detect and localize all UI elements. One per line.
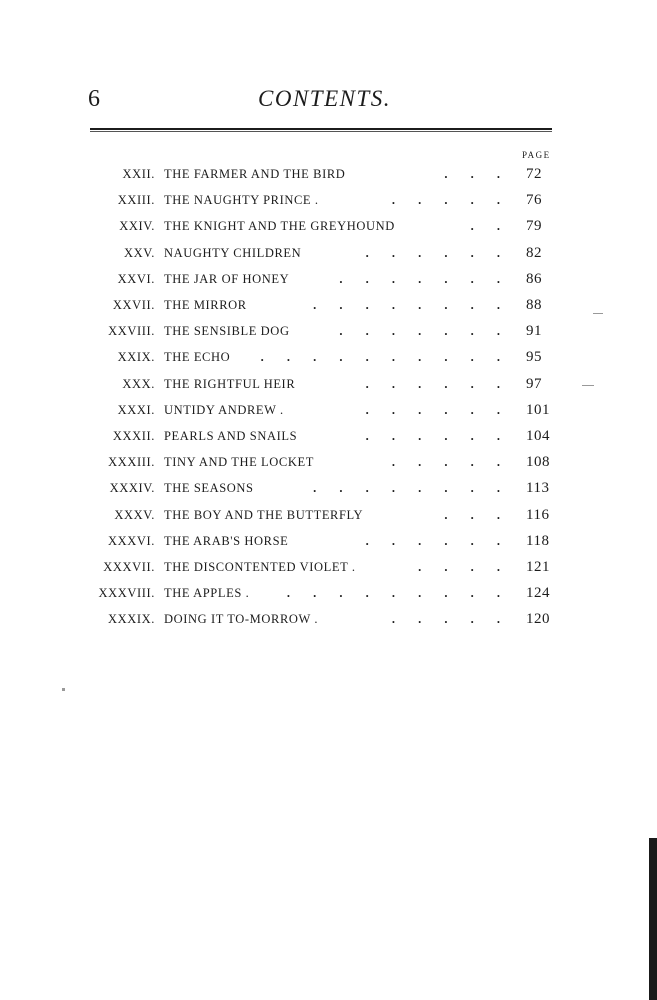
toc-entry-leader-dots: . . . xyxy=(444,167,500,181)
toc-entry-leader-dots: . . . . . . xyxy=(365,429,500,443)
toc-entry xyxy=(0,476,657,500)
toc-entry-number: XXXII. xyxy=(112,429,155,443)
toc-entry-page: 108 xyxy=(526,454,550,471)
scan-speck xyxy=(582,385,594,386)
toc-entry-title: THE MIRROR xyxy=(164,298,247,312)
toc-entry xyxy=(0,267,657,291)
toc-entry-title: THE KNIGHT AND THE GREYHOUND xyxy=(164,219,395,234)
toc-entry-leader-dots: . . xyxy=(470,219,500,234)
toc-entry-title: THE JAR OF HONEY xyxy=(164,271,290,286)
toc-entry xyxy=(0,607,657,631)
toc-entry-title: PEARLS AND SNAILS xyxy=(164,429,298,443)
running-head: CONTENTS. xyxy=(258,86,392,111)
toc-entry xyxy=(0,372,657,396)
toc-entry-page: 121 xyxy=(526,559,550,575)
toc-entry-leader-dots: . . . . . . . xyxy=(339,324,500,339)
toc-entry-title: THE SENSIBLE DOG xyxy=(164,324,290,339)
toc-entry-page: 88 xyxy=(526,297,542,313)
toc-entry-page: 124 xyxy=(526,585,550,602)
toc-entry-number: XXXIV. xyxy=(109,481,155,496)
toc-entry-number: XXII. xyxy=(122,167,155,181)
toc-entry-number: XXXIX. xyxy=(108,612,155,627)
toc-entry-page: 95 xyxy=(526,349,542,366)
toc-entry-page: 120 xyxy=(526,611,550,628)
toc-entry-title: THE NAUGHTY PRINCE . xyxy=(164,193,319,208)
toc-entry xyxy=(0,424,657,448)
toc-entry xyxy=(0,503,657,527)
toc-entry-number: XXXV. xyxy=(114,507,155,522)
toc-entry-leader-dots: . . . . . . xyxy=(365,245,500,260)
toc-entry-title: UNTIDY ANDREW . xyxy=(164,402,284,417)
toc-entry xyxy=(0,555,657,579)
toc-entry-page: 116 xyxy=(526,506,550,523)
toc-entry xyxy=(0,162,657,186)
toc-entry-page: 97 xyxy=(526,375,542,392)
toc-entry-page: 104 xyxy=(526,428,550,444)
toc-entry-leader-dots: . . . . . xyxy=(391,193,500,208)
scan-speck xyxy=(593,313,603,314)
toc-entry-title: THE SEASONS xyxy=(164,481,254,496)
toc-entry-leader-dots: . . . . . . . . . . xyxy=(260,350,500,365)
toc-entry-page: 72 xyxy=(526,166,542,182)
toc-entry-leader-dots: . . . . xyxy=(418,560,500,574)
toc-entry xyxy=(0,398,657,422)
page-column-heading: PAGE xyxy=(522,150,551,160)
toc-entry xyxy=(0,319,657,343)
toc-entry-page: 101 xyxy=(526,401,550,418)
toc-entry xyxy=(0,241,657,265)
toc-entry-leader-dots: . . . . . xyxy=(391,455,500,470)
toc-entry-leader-dots: . . . . . . xyxy=(365,533,500,548)
toc-entry-leader-dots: . . . . . . . . xyxy=(313,298,500,312)
toc-entry xyxy=(0,345,657,369)
toc-entry-number: XXXVIII. xyxy=(98,586,155,601)
toc-entry-title: NAUGHTY CHILDREN xyxy=(164,245,302,260)
toc-entry-number: XXV. xyxy=(124,245,155,260)
toc-entry-title: THE ARAB'S HORSE xyxy=(164,533,289,548)
toc-entry-page: 113 xyxy=(526,480,550,497)
toc-entry-leader-dots: . . . . . . xyxy=(365,376,500,391)
toc-entry-number: XXVII. xyxy=(112,298,155,312)
toc-entry-leader-dots: . . . . . . xyxy=(365,402,500,417)
toc-entry xyxy=(0,450,657,474)
toc-entry-leader-dots: . . . . . xyxy=(391,612,500,627)
toc-entry-page: 118 xyxy=(526,532,550,549)
scan-edge-shadow xyxy=(649,838,657,1000)
toc-entry-number: XXVI. xyxy=(117,271,155,286)
toc-entry-number: XXXVII. xyxy=(103,560,155,574)
toc-entry-page: 76 xyxy=(526,192,542,209)
toc-entry xyxy=(0,581,657,605)
toc-entry-title: THE DISCONTENTED VIOLET . xyxy=(164,560,356,574)
toc-entry-title: THE BOY AND THE BUTTERFLY xyxy=(164,507,364,522)
toc-entry xyxy=(0,188,657,212)
toc-entry-number: XXX. xyxy=(122,376,155,391)
toc-entry-title: THE ECHO xyxy=(164,350,231,365)
toc-entry-title: TINY AND THE LOCKET xyxy=(164,455,314,470)
toc-entry-leader-dots: . . . xyxy=(444,507,500,522)
toc-entry-page: 79 xyxy=(526,218,542,235)
toc-entry-page: 91 xyxy=(526,323,542,340)
page-number: 6 xyxy=(88,86,101,112)
toc-entry-title: THE FARMER AND THE BIRD xyxy=(164,167,346,181)
toc-entry-title: DOING IT TO-MORROW . xyxy=(164,612,319,627)
toc-entry-page: 86 xyxy=(526,270,542,287)
header-rule-thin xyxy=(90,131,552,132)
toc-entry-leader-dots: . . . . . . . xyxy=(339,271,500,286)
toc-entry-number: XXXVI. xyxy=(108,533,155,548)
toc-entry xyxy=(0,214,657,238)
toc-entry-number: XXVIII. xyxy=(108,324,155,339)
toc-entry-title: THE APPLES . xyxy=(164,586,250,601)
toc-entry-title: THE RIGHTFUL HEIR xyxy=(164,376,296,391)
toc-entry-number: XXXIII. xyxy=(108,455,155,470)
scan-speck xyxy=(62,688,65,691)
toc-entry-number: XXIV. xyxy=(119,219,155,234)
toc-entry-number: XXXI. xyxy=(117,402,155,417)
toc-entry-leader-dots: . . . . . . . . . xyxy=(286,586,500,601)
toc-entry-leader-dots: . . . . . . . . xyxy=(313,481,500,496)
toc-entry xyxy=(0,529,657,553)
toc-entry xyxy=(0,293,657,317)
toc-entry-number: XXIII. xyxy=(117,193,155,208)
toc-entry-number: XXIX. xyxy=(117,350,155,365)
toc-entry-page: 82 xyxy=(526,244,542,261)
header-rule xyxy=(90,128,552,130)
